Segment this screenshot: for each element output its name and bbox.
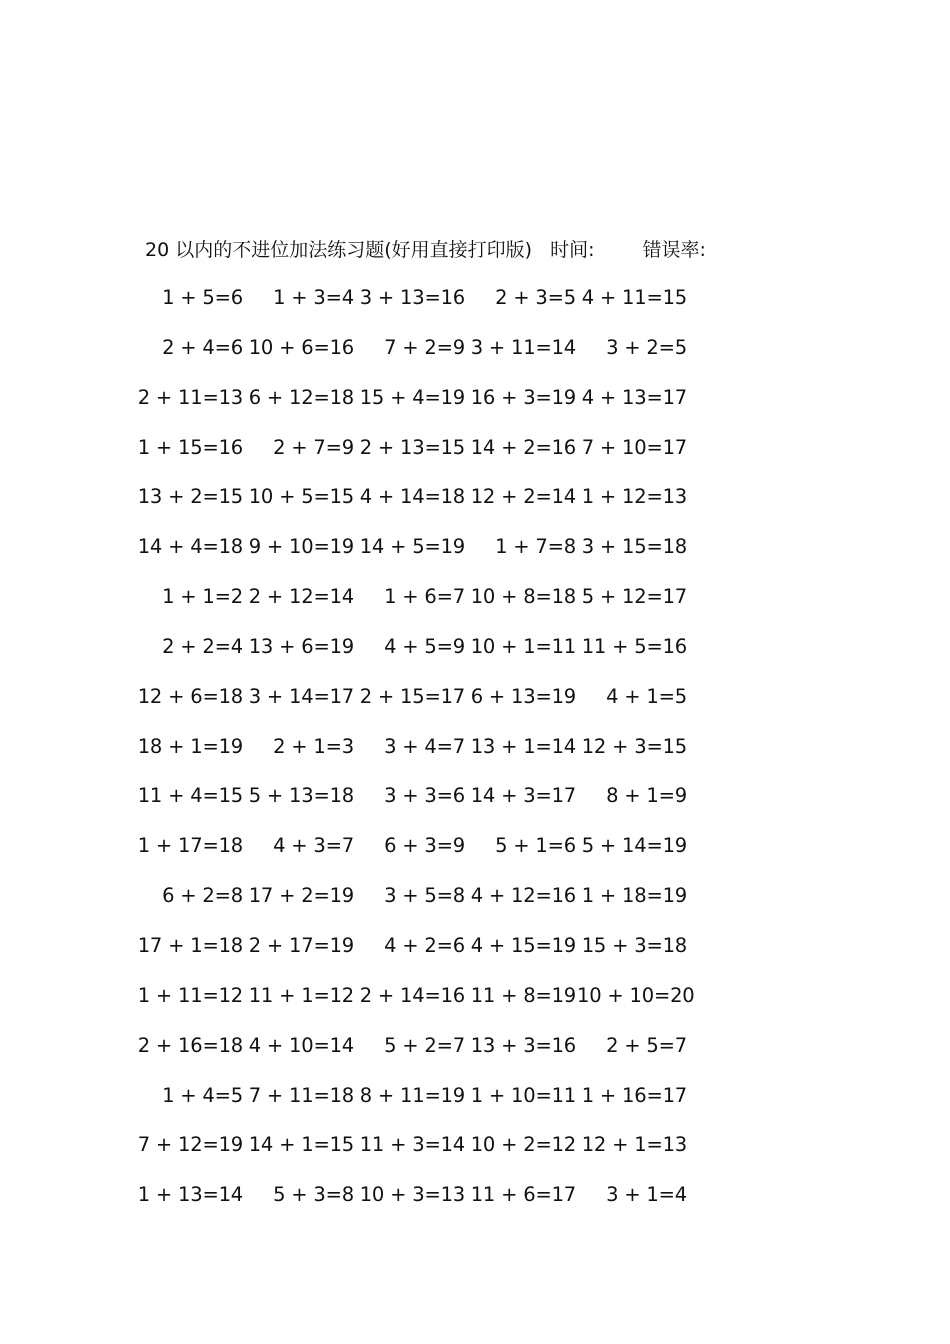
- problem-item: 6 + 2=8: [162, 884, 243, 908]
- error-rate-label: 错误率:: [642, 239, 706, 261]
- problem-row: [145, 633, 745, 683]
- problem-item: 1 + 15=16: [137, 435, 243, 459]
- problem-item: 4 + 14=18: [359, 485, 465, 509]
- problem-item: 13 + 1=14: [470, 734, 576, 758]
- worksheet-header: [145, 236, 706, 264]
- problem-item: 1 + 17=18: [137, 834, 243, 858]
- problem-item: 14 + 2=16: [470, 435, 576, 459]
- problem-item: 6 + 3=9: [384, 834, 465, 858]
- problem-item: 12 + 2=14: [470, 485, 576, 509]
- problem-item: 11 + 4=15: [137, 784, 243, 808]
- problem-item: 15 + 4=19: [359, 385, 465, 409]
- problem-row: [137, 384, 745, 434]
- problem-item: 6 + 13=19: [470, 684, 576, 708]
- problem-item: 10 + 10=20: [577, 983, 695, 1007]
- problem-item: 3 + 4=7: [384, 734, 465, 758]
- problem-row: [137, 932, 745, 982]
- problem-item: 9 + 10=19: [248, 535, 354, 559]
- problem-row: [137, 982, 745, 1032]
- problem-item: 7 + 10=17: [581, 435, 687, 459]
- problem-item: 1 + 3=4: [273, 286, 354, 309]
- problem-item: 1 + 13=14: [137, 1183, 243, 1207]
- problem-item: 2 + 16=18: [137, 1033, 243, 1057]
- problem-item: 10 + 5=15: [248, 485, 354, 509]
- problem-item: 4 + 15=19: [470, 933, 576, 957]
- problem-item: 7 + 11=18: [248, 1083, 354, 1107]
- problem-item: 5 + 1=6: [495, 834, 576, 858]
- problem-item: 3 + 2=5: [606, 335, 687, 359]
- problem-item: 14 + 5=19: [359, 535, 465, 559]
- problem-item: 4 + 1=5: [606, 684, 687, 708]
- problem-item: 12 + 1=13: [581, 1133, 687, 1157]
- problem-item: 14 + 4=18: [137, 535, 243, 559]
- problem-item: 17 + 2=19: [248, 884, 354, 908]
- problem-item: 3 + 14=17: [248, 684, 354, 708]
- problem-item: 5 + 2=7: [384, 1033, 465, 1057]
- problem-item: 4 + 13=17: [581, 385, 687, 409]
- time-label: 时间:: [550, 239, 595, 261]
- problem-row: [137, 782, 745, 832]
- problem-item: 5 + 13=18: [248, 784, 354, 808]
- problem-item: 4 + 12=16: [470, 884, 576, 908]
- problem-row: [137, 533, 745, 583]
- problem-item: 3 + 1=4: [606, 1183, 687, 1207]
- problem-item: 1 + 1=2: [162, 585, 243, 609]
- problem-item: 10 + 3=13: [359, 1183, 465, 1207]
- problem-item: 11 + 5=16: [581, 634, 687, 658]
- problem-item: 2 + 3=5: [495, 286, 576, 309]
- problem-item: 3 + 15=18: [581, 535, 687, 559]
- problem-item: 1 + 5=6: [162, 286, 243, 309]
- problem-item: 11 + 3=14: [359, 1133, 465, 1157]
- problem-item: 8 + 1=9: [606, 784, 687, 808]
- problem-item: 1 + 12=13: [581, 485, 687, 509]
- problem-item: 2 + 4=6: [162, 335, 243, 359]
- problem-item: 10 + 1=11: [470, 634, 576, 658]
- problem-item: 17 + 1=18: [137, 933, 243, 957]
- problem-item: 2 + 11=13: [137, 385, 243, 409]
- problem-item: 4 + 2=6: [384, 933, 465, 957]
- problem-item: 1 + 16=17: [581, 1083, 687, 1107]
- problem-row: [137, 733, 745, 783]
- problem-item: 14 + 3=17: [470, 784, 576, 808]
- problem-item: 1 + 7=8: [495, 535, 576, 559]
- problem-item: 7 + 2=9: [384, 335, 465, 359]
- problem-item: 2 + 2=4: [162, 634, 243, 658]
- problem-item: 4 + 10=14: [248, 1033, 354, 1057]
- problem-row: [137, 1181, 745, 1231]
- problem-item: 4 + 3=7: [273, 834, 354, 858]
- problem-item: 4 + 5=9: [384, 634, 465, 658]
- problem-item: 14 + 1=15: [248, 1133, 354, 1157]
- problem-item: 18 + 1=19: [137, 734, 243, 758]
- problem-item: 2 + 7=9: [273, 435, 354, 459]
- problem-item: 1 + 10=11: [470, 1083, 576, 1107]
- problem-row: [145, 1082, 745, 1132]
- problem-item: 5 + 14=19: [581, 834, 687, 858]
- worksheet-title: 20 以内的不进位加法练习题(好用直接打印版): [145, 239, 533, 261]
- problem-item: 15 + 3=18: [581, 933, 687, 957]
- problem-item: 12 + 3=15: [581, 734, 687, 758]
- problem-row: [137, 683, 745, 733]
- problem-item: 11 + 6=17: [470, 1183, 576, 1207]
- problem-item: 1 + 4=5: [162, 1083, 243, 1107]
- problem-item: 13 + 2=15: [137, 485, 243, 509]
- problem-item: 2 + 1=3: [273, 734, 354, 758]
- problem-item: 1 + 6=7: [384, 585, 465, 609]
- problem-row: [137, 1131, 745, 1181]
- problem-row: [145, 882, 745, 932]
- problem-item: 1 + 18=19: [581, 884, 687, 908]
- problem-item: 11 + 8=19: [470, 983, 576, 1007]
- problem-row: [145, 334, 745, 384]
- problem-item: 4 + 11=15: [581, 286, 687, 309]
- problem-item: 3 + 5=8: [384, 884, 465, 908]
- problem-item: 2 + 13=15: [359, 435, 465, 459]
- problem-item: 13 + 3=16: [470, 1033, 576, 1057]
- problem-item: 5 + 12=17: [581, 585, 687, 609]
- problem-item: 3 + 11=14: [470, 335, 576, 359]
- problem-grid: [137, 284, 745, 1231]
- problem-row: [145, 583, 745, 633]
- problem-item: 5 + 3=8: [273, 1183, 354, 1207]
- problem-item: 16 + 3=19: [470, 385, 576, 409]
- problem-item: 2 + 17=19: [248, 933, 354, 957]
- problem-item: 10 + 8=18: [470, 585, 576, 609]
- problem-item: 8 + 11=19: [359, 1083, 465, 1107]
- problem-row: [137, 483, 745, 533]
- problem-item: 2 + 15=17: [359, 684, 465, 708]
- problem-item: 12 + 6=18: [137, 684, 243, 708]
- problem-row: [137, 434, 745, 484]
- problem-item: 1 + 11=12: [137, 983, 243, 1007]
- problem-item: 11 + 1=12: [248, 983, 354, 1007]
- problem-row: [137, 832, 745, 882]
- problem-item: 3 + 3=6: [384, 784, 465, 808]
- problem-row: [137, 1032, 745, 1082]
- problem-row: [145, 284, 745, 334]
- problem-item: 13 + 6=19: [248, 634, 354, 658]
- problem-item: 2 + 14=16: [359, 983, 465, 1007]
- problem-item: 6 + 12=18: [248, 385, 354, 409]
- problem-item: 2 + 12=14: [248, 585, 354, 609]
- problem-item: 2 + 5=7: [606, 1033, 687, 1057]
- problem-item: 10 + 6=16: [248, 335, 354, 359]
- problem-item: 7 + 12=19: [137, 1133, 243, 1157]
- problem-item: 3 + 13=16: [359, 286, 465, 309]
- problem-item: 10 + 2=12: [470, 1133, 576, 1157]
